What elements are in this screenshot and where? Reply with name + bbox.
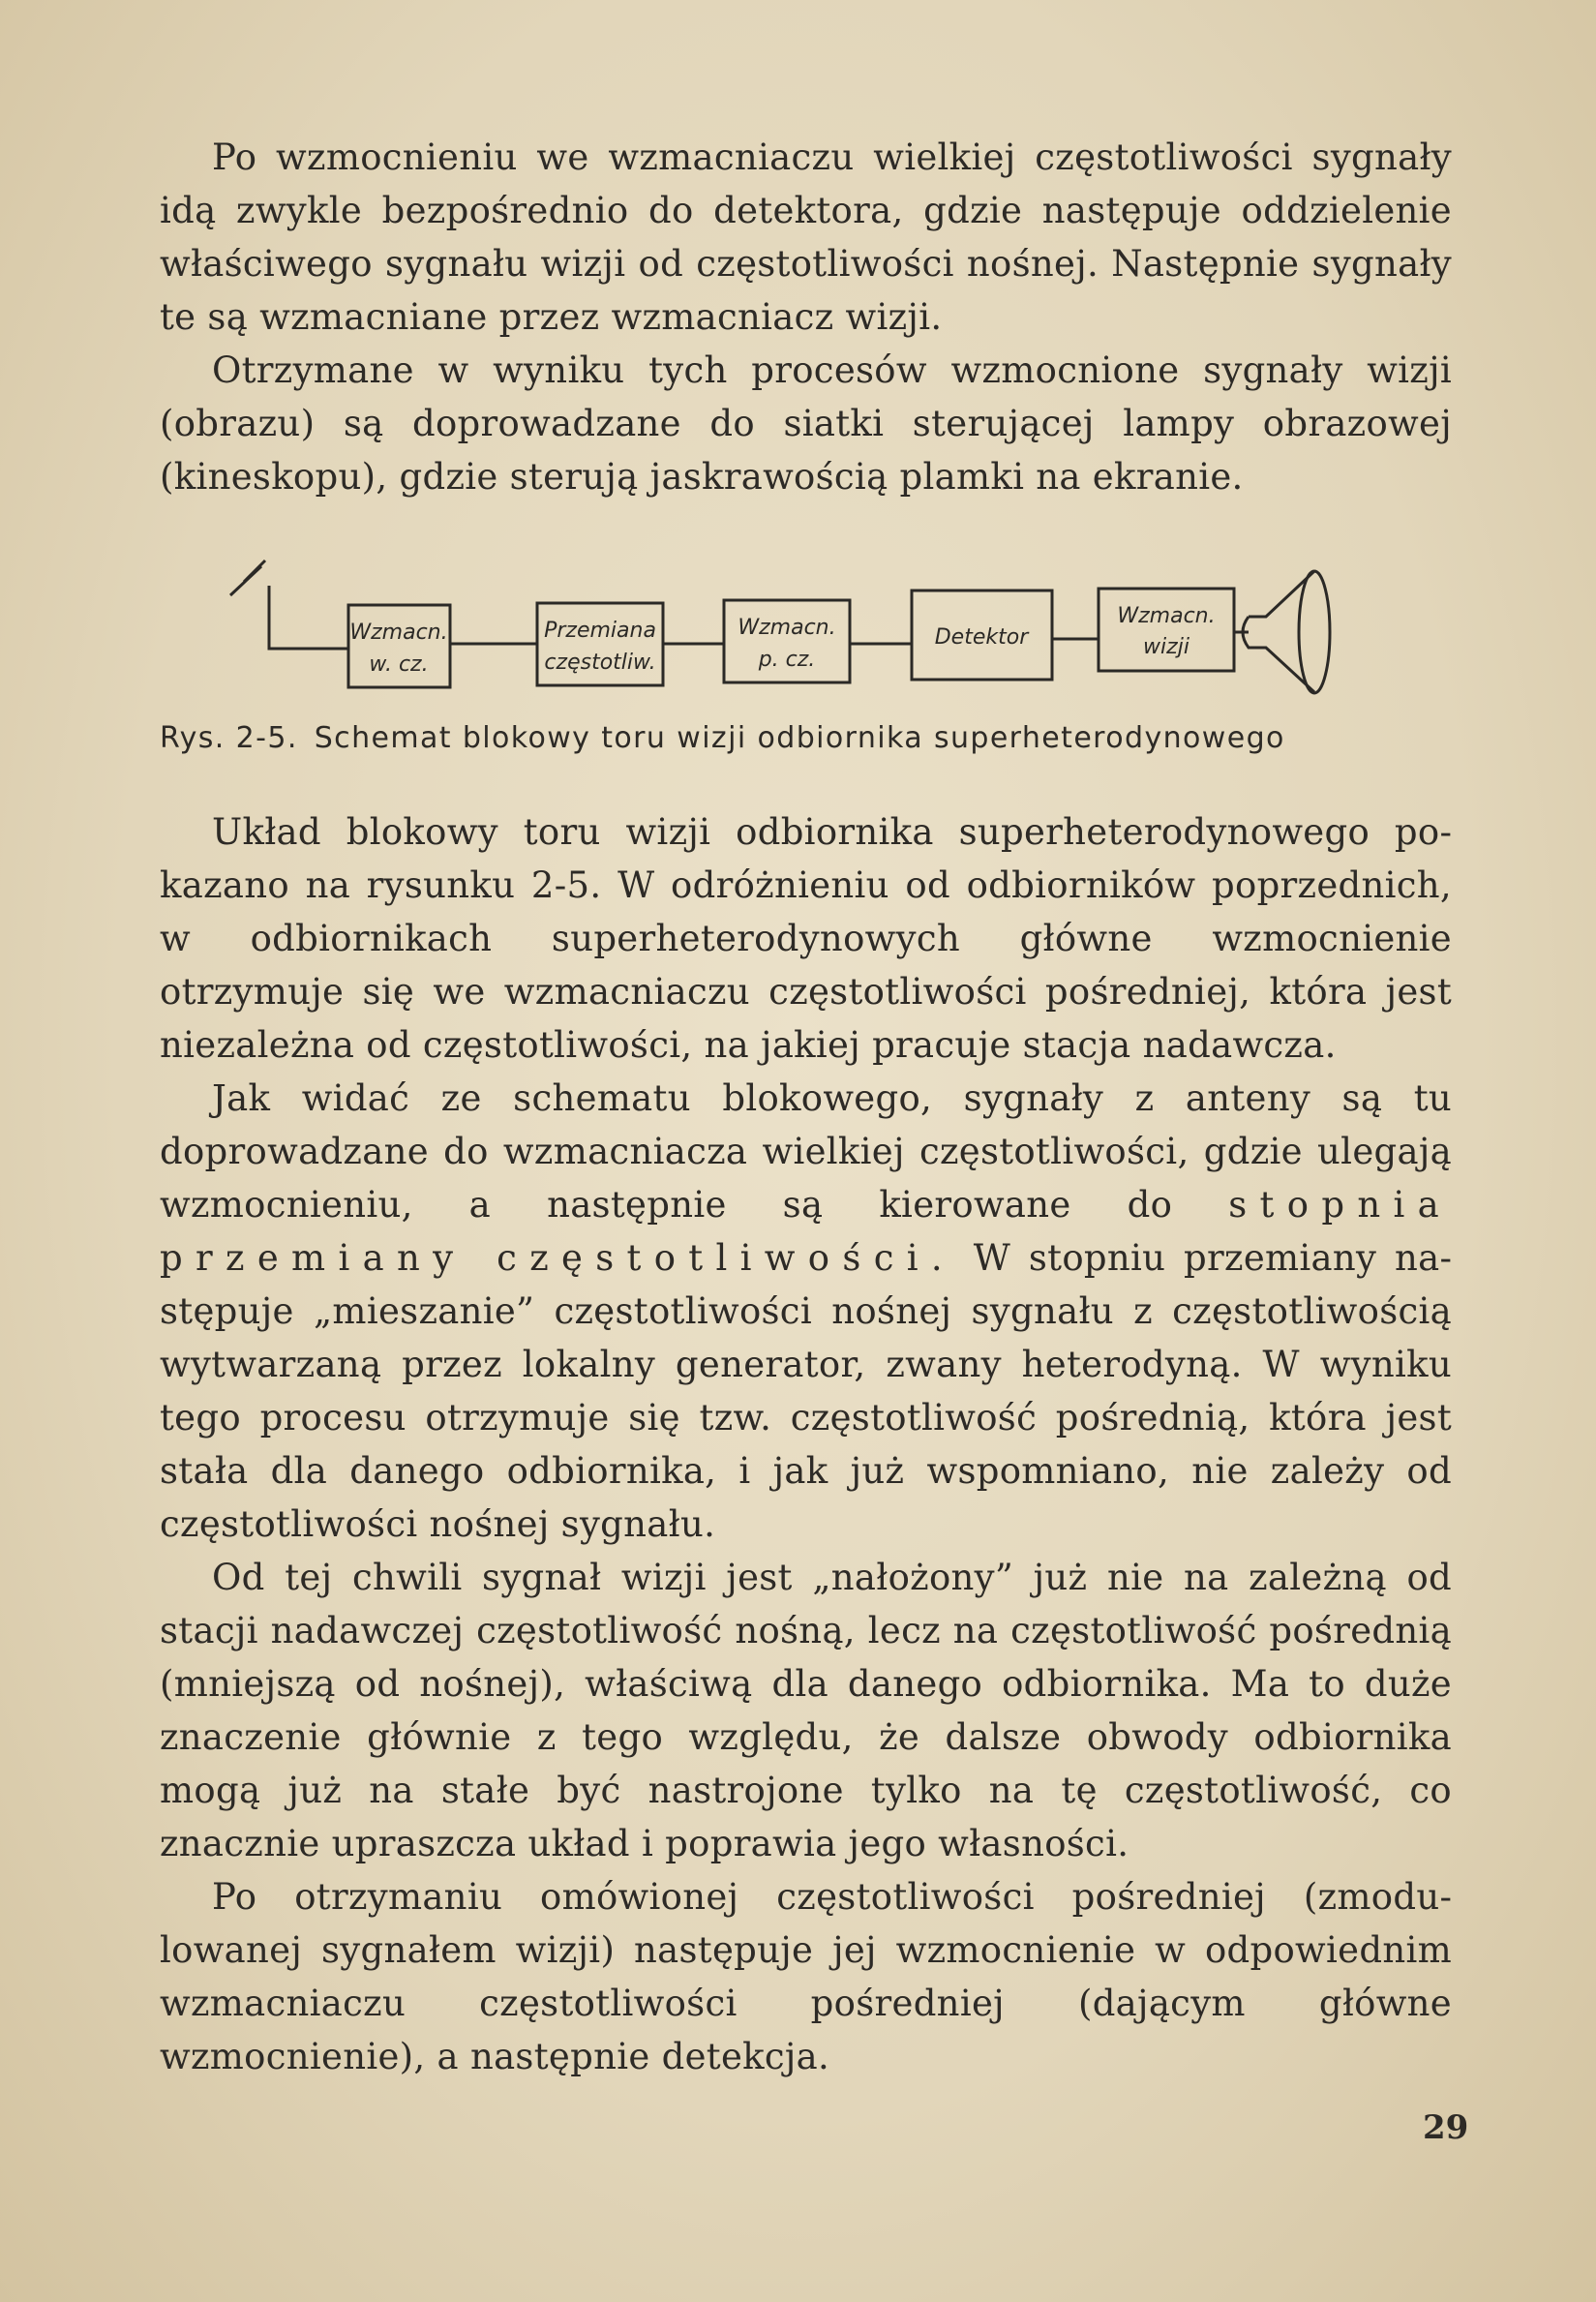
paragraph: Po otrzymaniu omówionej częstotliwości pośredniej (zmodulowanej sygnałem wizji) następuje jej wzmocnienie w odpowiednim wzmacniaczu częstotliwości pośredniej (dającym główne wzmocnienie), a następnie detekcja. [160,1876,1452,2077]
block-label-line1: Wzmacn. [738,616,836,640]
figure-number: Rys. 2-5. [160,721,298,755]
main-text [160,805,1452,2083]
block-diagram-svg [223,557,1384,712]
block-label-line2: w. cz. [369,652,429,677]
paragraph: Od tej chwili sygnał wizji jest „nałożony” już nie na zależną od stacji nadawczej częstotliwość nośną, lecz na częstotliwość pośrednią (mniejszą od nośnej), właściwą dla danego odbiornika. Ma to duże znaczenie głównie z tego względu, że dalsze obwody odbiornika mogą już na stałe być nastrojone tylko na tę częstotliwość, co znacznie upraszcza układ i poprawia jego własności. [160,1557,1452,1864]
block-detektor [912,591,1052,680]
block-wzmacn-w-cz [348,605,450,687]
block-wzmacn-p-cz [724,600,850,682]
figure-caption [160,721,1452,755]
paragraph-text: Jak widać ze schematu blokowego, sygnały z anteny są tu doprowadzane do wzmacniacza wielkiej częstotliwości, gdzie ulegają wzmocnieniu, a następnie są kierowane do [160,1077,1452,1226]
block-label-line1: Wzmacn. [349,621,448,645]
block-label-line2: p. cz. [758,648,816,672]
spaced-emphasis: stopnia przemiany częstotliwości. [160,1184,1453,1279]
intro-text [160,131,1452,503]
block-wzmacn-wizji [1099,589,1234,671]
block-label-line1: Przemiana [544,619,656,643]
block-label-line2: częstotliw. [544,651,656,675]
figure-caption-text: Schemat blokowy toru wizji odbiornika superheterodynowego [314,721,1285,755]
block-przemiana [537,603,663,685]
block-label-line2: wizji [1143,635,1189,659]
paragraph: Po wzmocnieniu we wzmacniaczu wielkiej częstotliwości sygnały idą zwykle bezpośrednio do detektora, gdzie następuje oddzielenie właściwego sygnału wizji od częstotliwości nośnej. Następnie sygnały te są wzmacniane przez wzmacniacz wizji. [160,136,1452,338]
page-number: 29 [1423,2108,1469,2147]
paragraph: Otrzymane w wyniku tych procesów wzmocnione sygnały wizji (obrazu) są doprowadzane do siatki sterującej lampy obrazowej (kineskopu), gdzie sterują jaskrawością plamki na ekranie. [160,349,1452,498]
block-diagram [223,557,1384,712]
paragraph: Układ blokowy toru wizji odbiornika superheterodynowego pokazano na rysunku 2-5. W odróżnieniu od odbiorników poprzednich, w odbiornikach superheterodynowych główne wzmocnienie otrzymuje się we wzmacniaczu częstotliwości pośredniej, która jest niezależna od częstotliwości, na jakiej pracuje stacja nadawcza. [160,811,1452,1066]
block-label-line1: Detektor [934,625,1029,650]
antenna-icon [230,560,348,649]
block-label-line1: Wzmacn. [1117,604,1216,628]
paragraph-text: W stopniu przemiany następuje „mieszanie” częstotliwości nośnej sygnału z częstotliwością wytwarzaną przez lokalny generator, zwany heterodyną. W wyniku tego procesu otrzymuje się tzw. częstotliwość pośrednią, która jest stała dla danego odbiornika, i jak już wspomniano, nie zależy od częstotliwości nośnej sygnału. [160,1237,1453,1545]
picture-tube-icon [1234,571,1330,693]
paragraph [160,1072,1452,1551]
